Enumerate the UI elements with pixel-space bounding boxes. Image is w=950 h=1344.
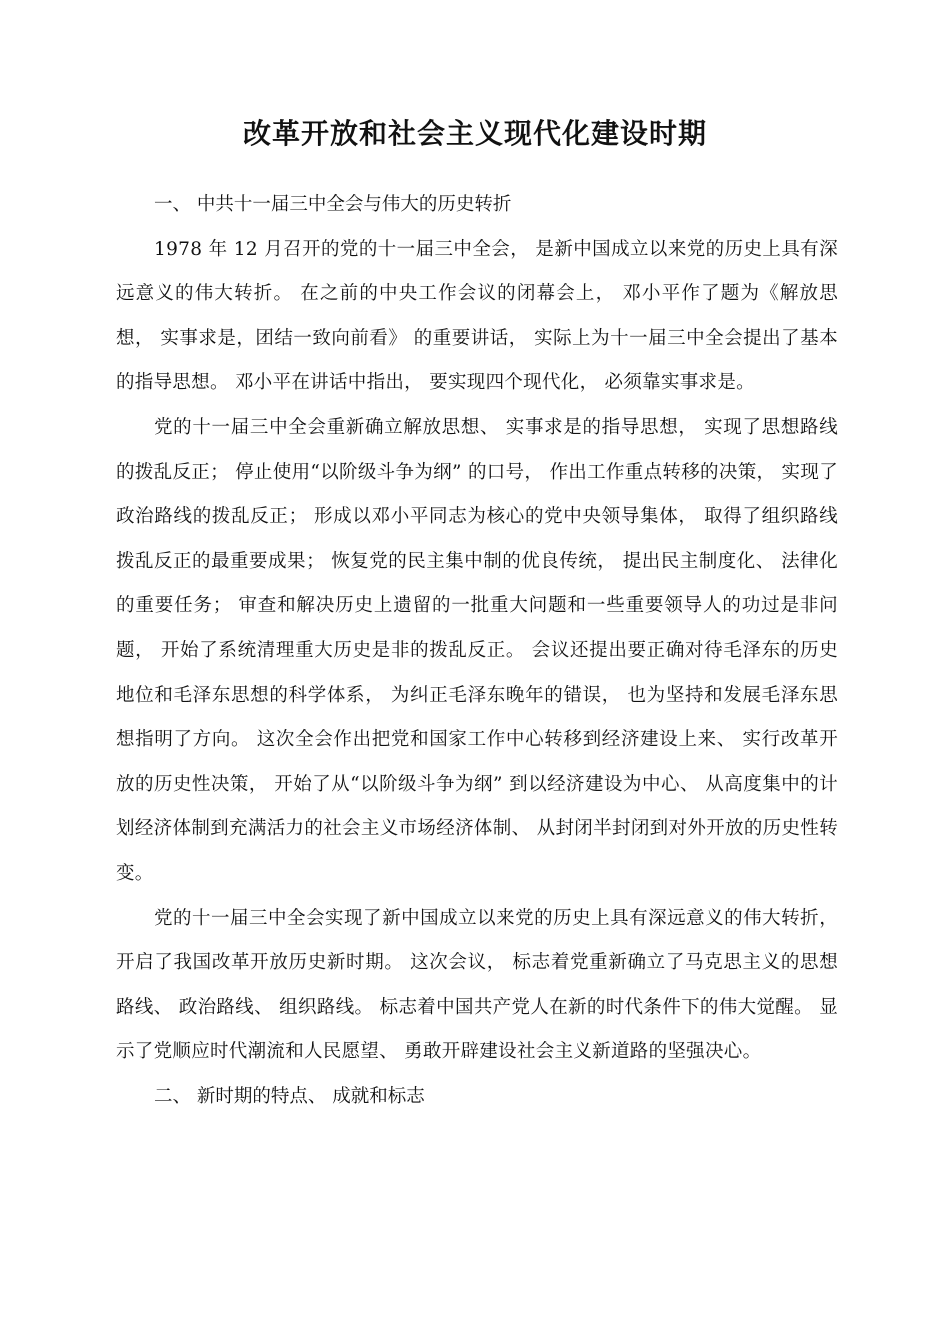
document-title: 改革开放和社会主义现代化建设时期 <box>242 117 707 150</box>
paragraph-2: 党的十一届三中全会重新确立解放思想、 实事求是的指导思想， 实现了思想路线的拨乱反正； 停止使用“以阶级斗争为纲” 的口号， 作出工作重点转移的决策， 实现了政治路线的拨乱反正； 形成以邓小平同志为核心的党中央领导集体， 取得了组织路线拨乱反正的最重要成果； 恢复党的民主集中制的优良传统， 提出民主制度化、 法律化的重要任务； 审查和解决历史上遗留的一批重大问题和一些重要领导人的功过是非问题， 开始了系统清理重大历史是非的拨乱反正。 会议还提出要正确对待毛泽东的历史地位和毛泽东思想的科学体系， 为纠正毛泽东晚年的错误， 也为坚持和发展毛泽东思想指明了方向。 这次全会作出把党和国家工作中心转移到经济建设上来、 实行改革开放的历史性决策， 开始了从“以阶级斗争为纲” 到以经济建设为中心、 从高度集中的计划经济体制到充满活力的社会主义市场经济体制、 从封闭半封闭到对外开放的历史性转变。 <box>116 416 838 884</box>
section-heading-2: 二、 新时期的特点、 成就和标志 <box>154 1085 425 1107</box>
section-heading-1: 一、 中共十一届三中全会与伟大的历史转折 <box>154 194 512 215</box>
paragraph-3: 党的十一届三中全会实现了新中国成立以来党的历史上具有深远意义的伟大转折， 开启了我国改革开放历史新时期。 这次会议， 标志着党重新确立了马克思主义的思想路线、 政治路线、 组织路线。 标志着中国共产党人在新的时代条件下的伟大觉醒。 显示了党顺应时代潮流和人民愿望、 勇敢开辟建设社会主义新道路的坚强决心。 <box>116 907 838 1063</box>
paragraph-1: 1978 年 12 月召开的党的十一届三中全会， 是新中国成立以来党的历史上具有深远意义的伟大转折。 在之前的中央工作会议的闭幕会上， 邓小平作了题为《解放思想， 实事求是，团结一致向前看》 的重要讲话， 实际上为十一届三中全会提出了基本的指导思想。 邓小平在讲话中指出， 要实现四个现代化， 必须靠实事求是。 <box>116 238 838 394</box>
document-body <box>116 183 838 1119</box>
